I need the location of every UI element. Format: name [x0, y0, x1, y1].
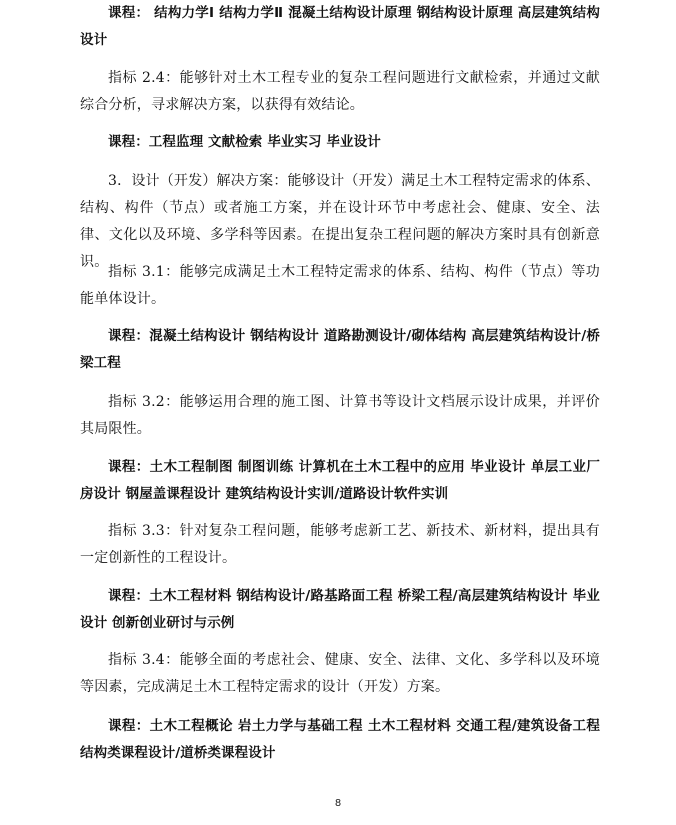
indicator-3-2: 指标 3.2：能够运用合理的施工图、计算书等设计文档展示设计成果，并评价其局限性。	[80, 394, 600, 437]
indicator-3-3: 指标 3.3：针对复杂工程问题，能够考虑新工艺、新技术、新材料，提出具有一定创新性的工程设计。	[80, 523, 600, 566]
indicator-3-4: 指标 3.4：能够全面的考虑社会、健康、安全、法律、文化、多学科以及环境等因素，完成满足土木工程特定需求的设计（开发）方案。	[80, 652, 600, 695]
course-list-civil-engineering-introduction: 课程：土木工程概论 岩土力学与基础工程 土木工程材料 交通工程/建筑设备工程 结构类课程设计/道桥类课程设计	[80, 718, 600, 761]
requirement-3-design-solutions: 3．设计（开发）解决方案：能够设计（开发）满足土木工程特定需求的体系、结构、构件（节点）或者施工方案，并在设计环节中考虑社会、健康、安全、法律、文化以及环境、多学科等因素。在提出复杂工程问题的解决方案时具有创新意识。	[80, 173, 600, 270]
indicator-2-4: 指标 2.4：能够针对土木工程专业的复杂工程问题进行文献检索，并通过文献综合分析，寻求解决方案，以获得有效结论。	[80, 70, 600, 113]
course-list-civil-engineering-drawing: 课程：土木工程制图 制图训练 计算机在土木工程中的应用 毕业设计 单层工业厂房设计 钢屋盖课程设计 建筑结构设计实训/道路设计软件实训	[80, 459, 600, 502]
course-list-engineering-supervision: 课程：工程监理 文献检索 毕业实习 毕业设计	[108, 134, 381, 150]
indicator-3-1: 指标 3.1：能够完成满足土木工程特定需求的体系、结构、构件（节点）等功能单体设计。	[80, 264, 600, 307]
course-list-civil-engineering-materials: 课程：土木工程材料 钢结构设计/路基路面工程 桥梁工程/高层建筑结构设计 毕业设计 创新创业研讨与示例	[80, 588, 600, 631]
course-list-concrete-structure-design: 课程：混凝土结构设计 钢结构设计 道路勘测设计/砌体结构 高层建筑结构设计/桥梁工程	[80, 328, 600, 371]
page-number: 8	[334, 798, 342, 809]
course-list-structural-mechanics: 课程： 结构力学Ⅰ 结构力学Ⅱ 混凝土结构设计原理 钢结构设计原理 高层建筑结构设计	[80, 5, 600, 48]
